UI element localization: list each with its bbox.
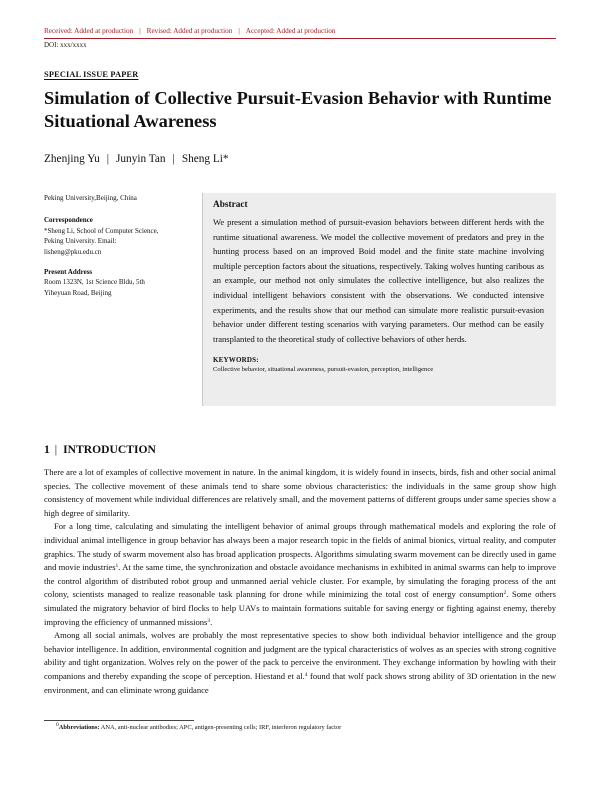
section-separator: | [54,443,58,456]
paragraph-text: For a long time, calculating and simulating the intelligent behavior of animal groups through mathematical models and exploring the role of individual animal intelligence in group behavior has always been a major research topic in the fields of animal bionics, virtual reality, and computer graphics. The study of swarm movement also has broad application prospects. Algorithms simulating swarm movement can be directly used in game and movie industries [44,521,556,573]
citation-ref: 4 [304,671,308,678]
author-separator: | [172,153,175,165]
abstract-text: We present a simulation method of pursuit-evasion behaviors between different herds with the runtime situational awareness. We model the collective movement of predators and prey in the hunting process based on an improved Boid model and the finite state machine involving multiple perception factors about the situations, respectively. Taking wolves hunting caribous as an example, our method not only simulates the collective intelligence, but also realizes the individual intelligent behaviors consistent with the observations. We conducted intensive experiments, and the results show that our method can simulate more realistic pursuit-evasion behavior under different testing scenarios with varying parameters. Our method can be easily transplanted to the theoretical study of collective behaviors of other herds. [213,217,544,344]
introduction-body [44,466,556,697]
correspondence-email: lisheng@pku.edu.cn [44,247,102,256]
paragraph-text: . At the same time, the synchronization and obstacle avoidance mechanisms in exhibited in animal swarms can help to improve the control algorithm of distributed robot group and unmanned aerial vehicle cluster. For example, by simulating the foraging process of the ant colony, scientists managed to realize reasonable task planning for drone while minimizing the total cost of energy consumption [44,562,556,600]
footnote-text: ANA, anti-nuclear antibodies; APC, antigen-presenting cells; IRF, interferon regulatory factor [99,724,342,731]
correspondence-line: *Sheng Li, School of Computer Science, [44,226,159,235]
keywords-heading: KEYWORDS: [213,356,259,365]
received-date: Received: Added at production [44,27,134,35]
author-separator: | [106,153,110,165]
section-heading-introduction [44,443,156,456]
citation-ref: 1 [115,563,119,570]
accepted-date: Accepted: Added at production [245,27,336,35]
correspondence-block [44,215,189,257]
correspondence-heading: Correspondence [44,216,93,225]
publication-dates [44,27,556,35]
paragraph: There are a lot of examples of collective movement in nature. In the animal kingdom, it is widely found in insects, birds, fish and other social animal species. The collective movement of these animals tend to share some obvious characteristics: the individuals in the same group show high consistency of movement while individual differences are relatively small, and the movement patterns of different groups under same species show a high degree of similarity. [44,467,556,518]
revised-date: Revised: Added at production [146,27,233,35]
paper-title: Simulation of Collective Pursuit-Evasion Behavior with Runtime Situational Awareness [44,88,552,131]
paragraph-text: . Some others simulated the migratory behavior of bird flocks to help UAVs to maintain formations suitable for saving energy or fighting against enemy, thereby improving the efficiency of unmanned missions [44,589,556,627]
present-address-heading: Present Address [44,268,93,277]
section-number: 1 [44,443,50,456]
footnote-mark: 0 [56,722,59,728]
footnote-label: Abbreviations: [58,724,100,731]
date-separator: | [238,27,240,35]
paragraph-text: . [210,616,213,627]
abstract-box [202,193,556,406]
present-address-block [44,267,189,298]
paragraph [44,520,556,629]
abstract-heading: Abstract [213,200,248,210]
affiliation: Peking University,Beijing, China [44,194,137,202]
author-list [44,153,229,165]
keywords-list: Collective behavior, situational awareness, pursuit-evasion, perception, intelligence [213,366,434,374]
footnote-rule [44,720,194,721]
present-address-line: Room 1323N, 1st Science Bldu, 5th [44,278,145,287]
date-separator: | [139,27,141,35]
paragraph-text: Among all social animals, wolves are probably the most representative species to show both individual behavior intelligence and the group behavior intelligence. In addition, environmental cognition and judgment are the typical characteristics of wolves as an species with strong cognitive ability and tight organization. Wolves rely on the power of the pack to perceive the environment. They exchange information by howling with their companions and thereby expanding the scope of perception. Hiestand et al. [44,630,556,681]
section-title: INTRODUCTION [63,443,156,456]
footnote [56,724,341,731]
citation-ref: 3 [207,617,211,624]
citation-ref: 2 [503,590,507,597]
article-type: SPECIAL ISSUE PAPER [44,70,139,79]
doi: DOI: xxx/xxxx [44,41,87,49]
author-name: Junyin Tan [116,153,166,165]
header-rule [44,38,556,39]
paragraph [44,629,556,697]
paragraph-text: found that wolf pack shows strong ability of 3D orientation in the new environment, and can eliminate wrong guidance [44,670,556,695]
present-address-line: Yiheyuan Road, Beijing [44,288,112,297]
author-info-column [44,193,189,308]
author-name: Zhenjing Yu [44,153,100,165]
correspondence-line: Peking University. Email: [44,237,117,246]
author-name: Sheng Li* [181,153,229,165]
